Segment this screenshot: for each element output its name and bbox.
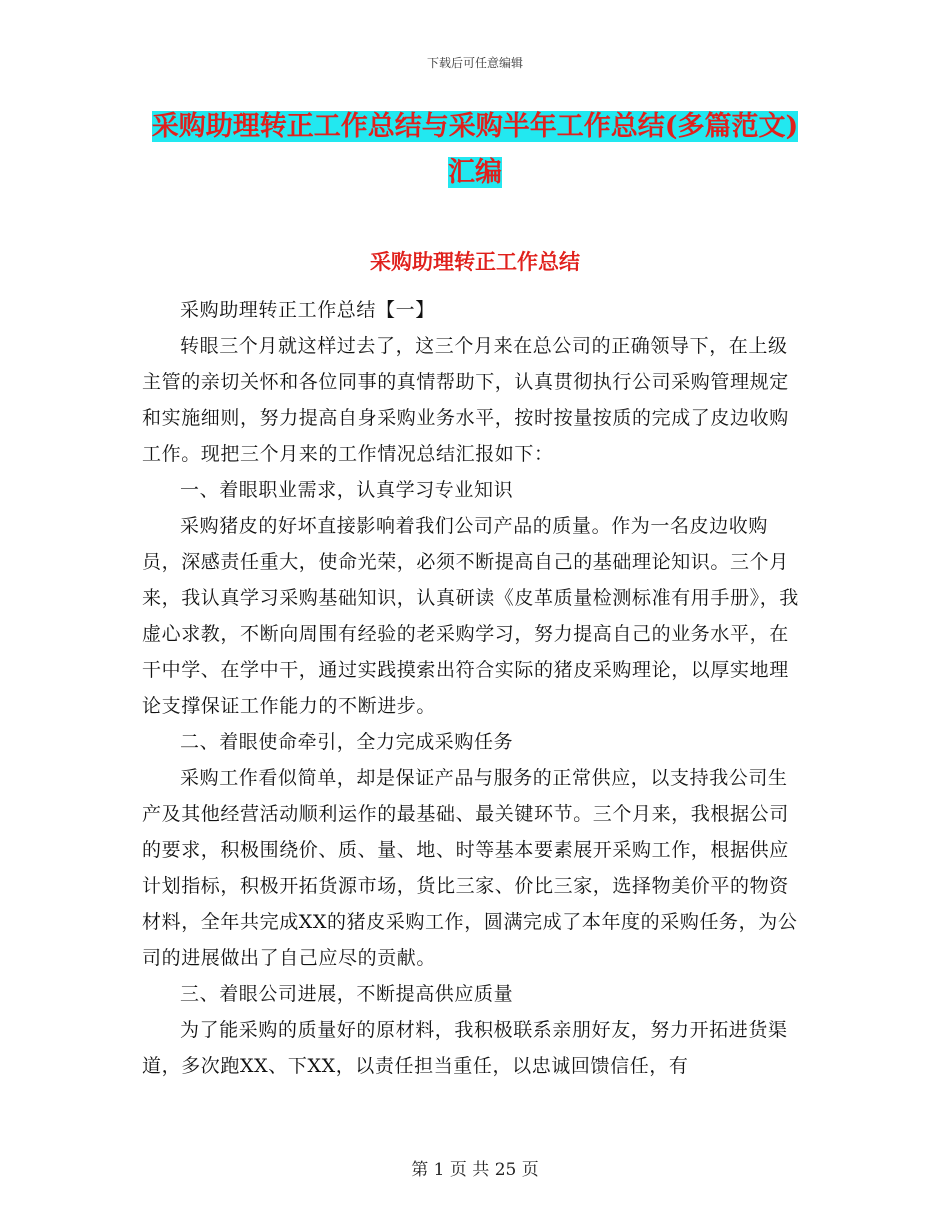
paragraph: 采购助理转正工作总结【一】 <box>180 299 435 321</box>
document-title-text: 采购助理转正工作总结与采购半年工作总结(多篇范文)汇编 <box>151 111 799 188</box>
section-heading: 二、着眼使命牵引，全力完成采购任务 <box>180 731 514 753</box>
paragraph: 采购工作看似简单，却是保证产品与服务的正常供应，以支持我公司生产及其他经营活动顺利运作的最基础、最关键环节。三个月来，我根据公司的要求，积极围绕价、质、量、地、时等基本要素展开采购工作，根据供应计划指标，积极开拓货源市场，货比三家、价比三家，选择物美价平的物资材料，全年共完成XX的猪皮采购工作，圆满完成了本年度的采购任务，为公司的进展做出了自己应尽的贡献。 <box>142 767 798 969</box>
paragraph: 采购猪皮的好坏直接影响着我们公司产品的质量。作为一名皮边收购员，深感责任重大，使命光荣，必须不断提高自己的基础理论知识。三个月来，我认真学习采购基础知识，认真研读《皮革质量检测标准有用手册》，我虚心求教，不断向周围有经验的老采购学习，努力提高自己的业务水平，在干中学、在学中干，通过实践摸索出符合实际的猪皮采购理论，以厚实地理论支撑保证工作能力的不断进步。 <box>142 515 799 717</box>
section-heading: 三、着眼公司进展，不断提高供应质量 <box>180 983 514 1005</box>
header-note: 下载后可任意编辑 <box>426 56 523 70</box>
section-heading: 一、着眼职业需求，认真学习专业知识 <box>180 479 514 501</box>
document-body <box>142 292 802 1084</box>
paragraph: 转眼三个月就这样过去了，这三个月来在总公司的正确领导下，在上级主管的亲切关怀和各位同事的真情帮助下，认真贯彻执行公司采购管理规定和实施细则，努力提高自身采购业务水平，按时按量按质的完成了皮边收购工作。现把三个月来的工作情况总结汇报如下： <box>142 335 789 465</box>
document-title <box>140 104 810 196</box>
paragraph: 为了能采购的质量好的原材料，我积极联系亲朋好友，努力开拓进货渠道，多次跑XX、下XX，以责任担当重任，以忠诚回馈信任，有 <box>142 1019 788 1077</box>
page-footer: 第 1 页 共 25 页 <box>411 1160 539 1180</box>
section-title: 采购助理转正工作总结 <box>370 249 580 274</box>
